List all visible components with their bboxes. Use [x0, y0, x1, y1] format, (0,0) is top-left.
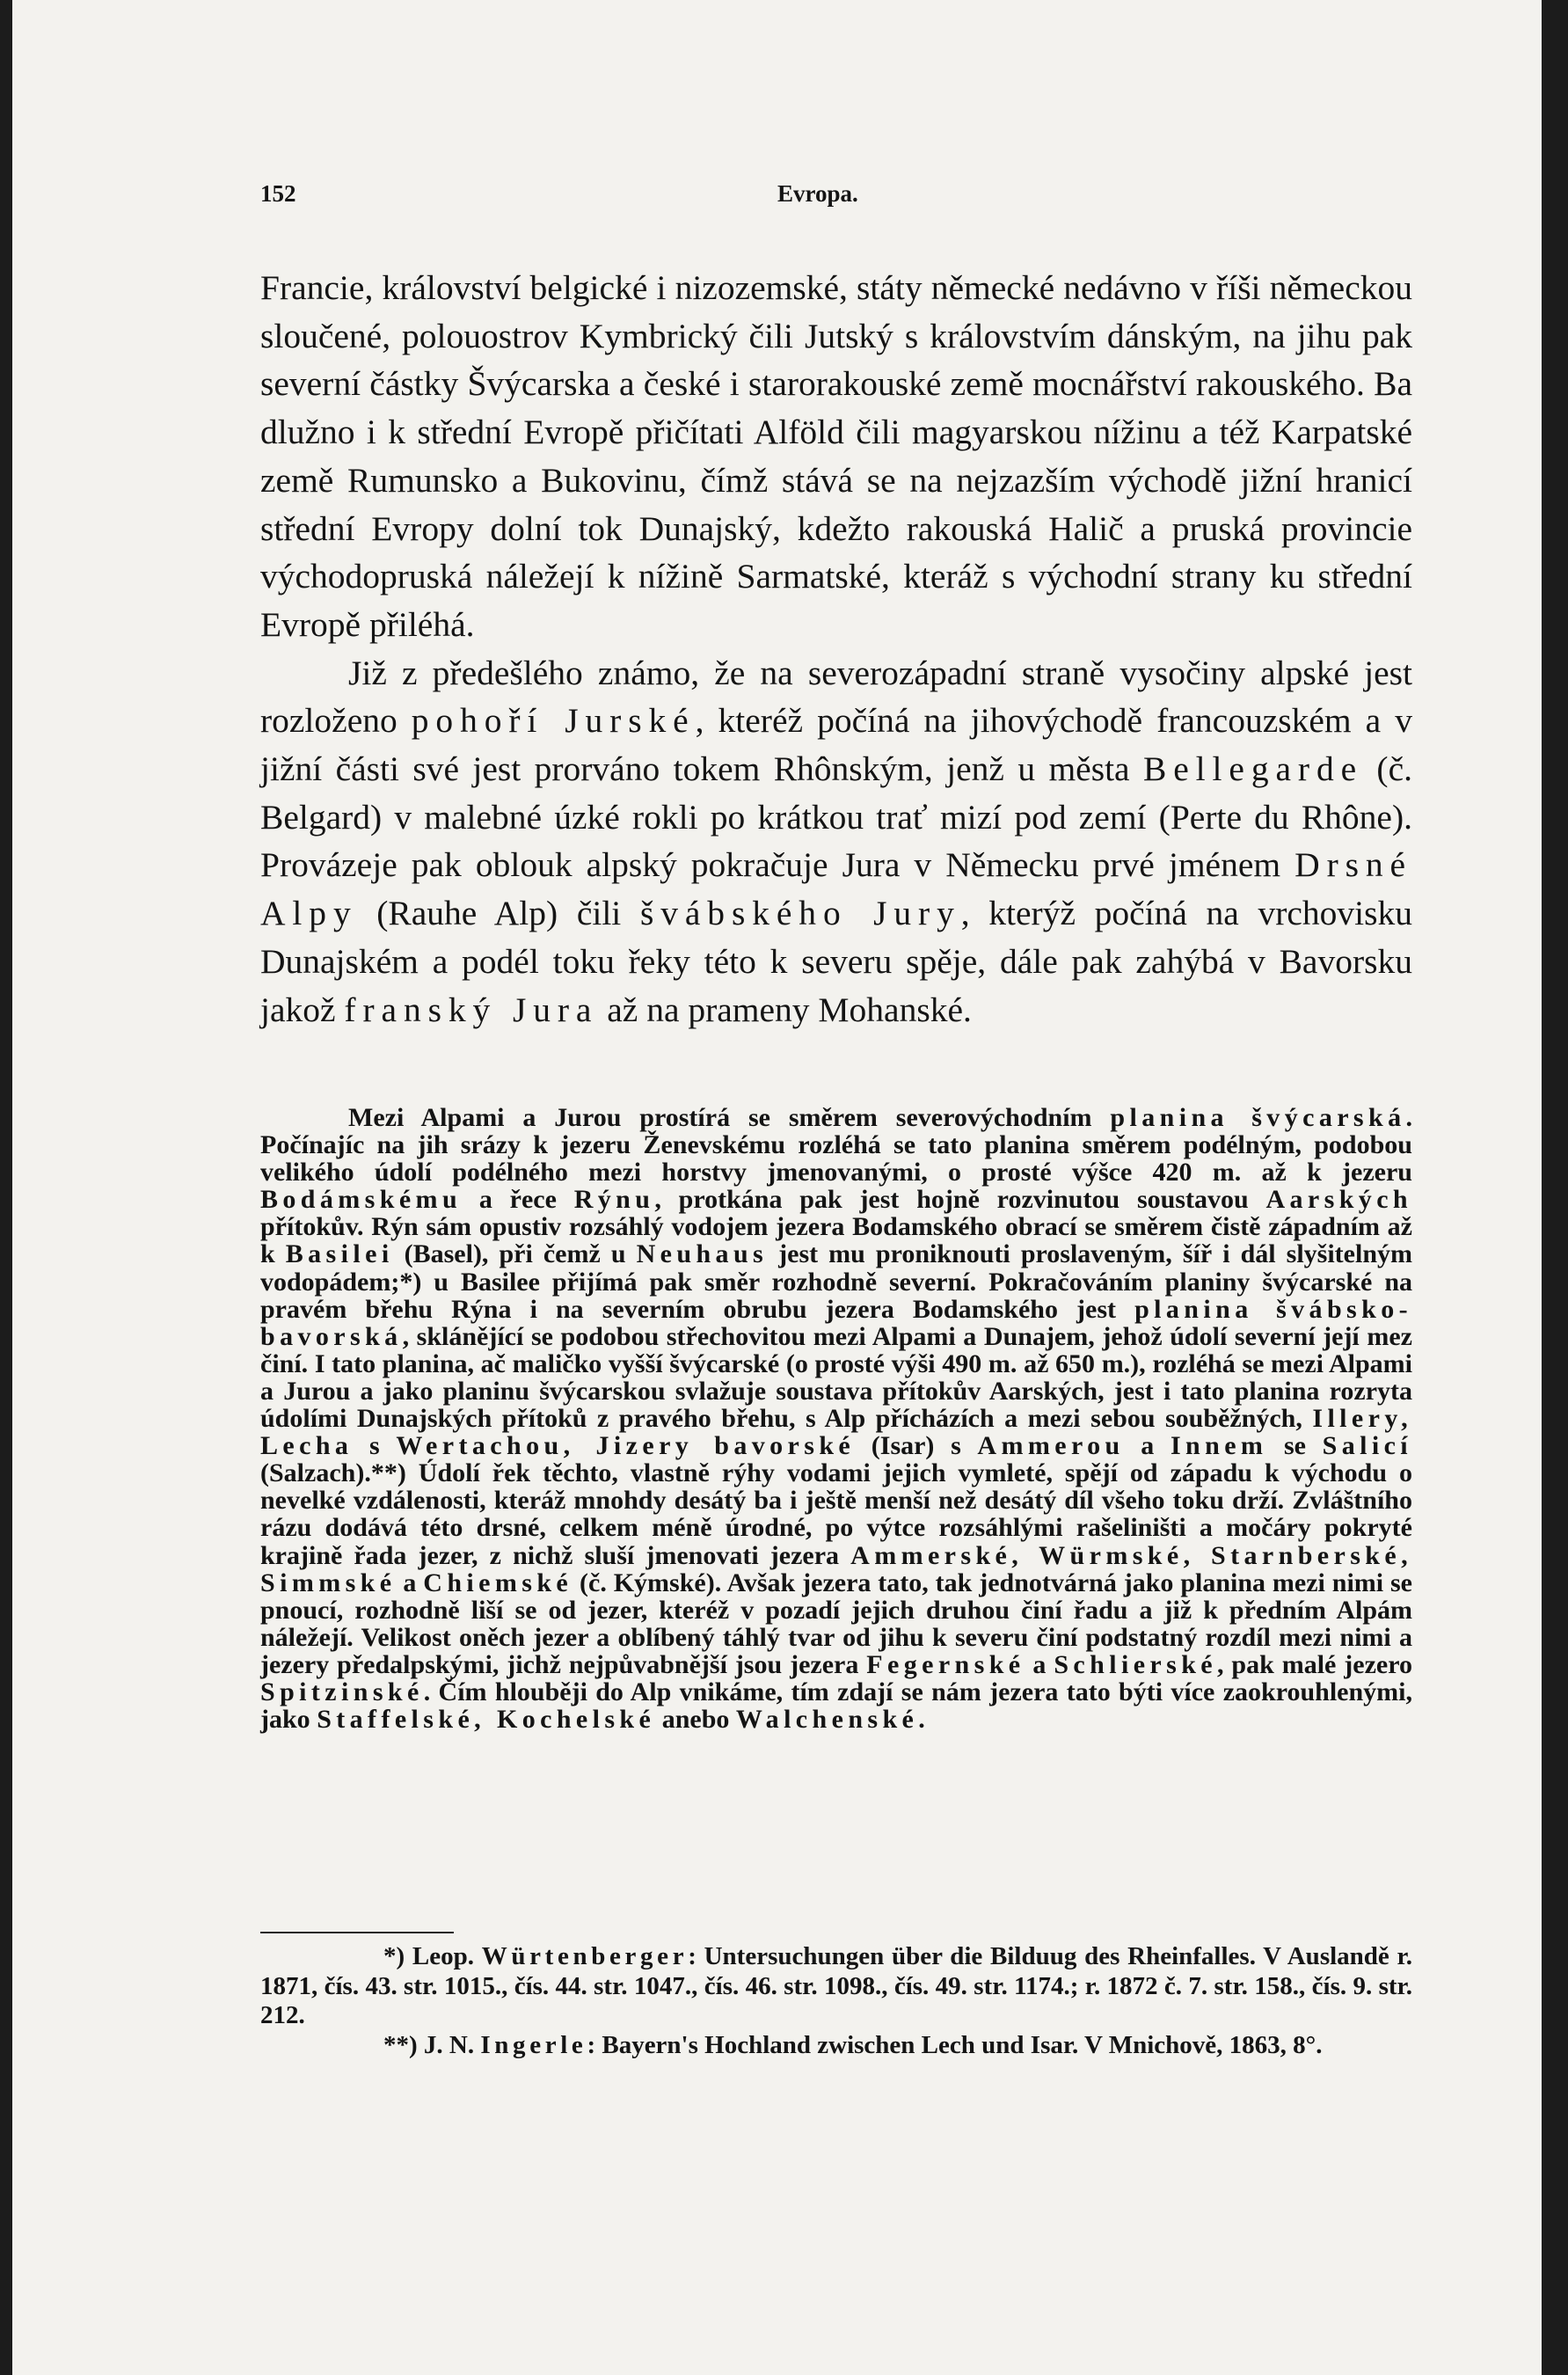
- text-run: (Rauhe Alp) čili: [357, 894, 640, 933]
- text-run: Již z předešlého známo, že na severozápadní straně vysočiny alpské jest rozloženo: [260, 653, 1412, 741]
- spaced-term: Rýnu: [573, 1185, 655, 1215]
- text-run: **) J. N.: [383, 2030, 481, 2059]
- footnotes: [260, 1942, 1412, 2060]
- spaced-term: Illery, Lecha: [260, 1404, 1412, 1461]
- text-run: a: [396, 1568, 424, 1597]
- spaced-term: Staffelské, Kochelské: [317, 1705, 656, 1735]
- page-header: [12, 180, 1542, 216]
- paragraph-3: [260, 1104, 1412, 1733]
- text-run: . Počínajíc na jih srázy k jezeru Ženevskému rozléhá se tato planina směrem podélným, podobou velikého údolí podélného mezi horstvy jmenovanými, o prosté výšce 420 m. až k jezeru: [260, 1103, 1412, 1188]
- spaced-term: Fegernské: [866, 1649, 1025, 1679]
- text-run: s: [353, 1431, 397, 1461]
- spaced-term: Salicí: [1322, 1431, 1413, 1461]
- text-run: a: [1025, 1649, 1054, 1679]
- text-run: se: [1267, 1431, 1323, 1461]
- spaced-term: Bellegarde: [1142, 749, 1364, 789]
- spaced-term: Ammerou: [977, 1431, 1125, 1461]
- spaced-term: Basilei: [285, 1239, 394, 1269]
- spaced-term: Ingerle: [480, 2030, 587, 2059]
- paragraph-2: [260, 649, 1412, 1034]
- page-number: 152: [260, 180, 296, 207]
- text-run: Mezi Alpami a Jurou prostírá se směrem severovýchodním: [348, 1103, 1111, 1132]
- footnote-divider: [260, 1932, 454, 1933]
- text-run: : Bayern's Hochland zwischen Lech und Isar. V Mnichově, 1863, 8°.: [587, 2030, 1323, 2059]
- spaced-term: Walchenské: [735, 1705, 919, 1735]
- text-run: , kterýž počíná na vrchovisku Dunajském a podél toku řeky této k severu spěje, dále pak zahýbá v Bavorsku jakož: [260, 894, 1413, 1029]
- main-text: [260, 264, 1412, 1034]
- spaced-term: Bodámskému: [260, 1185, 463, 1215]
- text-run: , kteréž počíná na jihovýchodě francouzském a v jižní části své jest prorváno tokem Rhônským, jenž u města: [260, 701, 1412, 789]
- text-run: (č. Belgard) v malebné úzké rokli po krátkou trať mizí pod zemí (Perte du Rhône). Provázeje pak oblouk alpský pokračuje Jura v Německu prvé jménem: [260, 749, 1412, 885]
- text-run: : Untersuchungen über die Bilduug des Rheinfalles. V Auslandě r. 1871, čís. 43. str. 1015., čís. 44. str. 1047., čís. 46. str. 1098., čís. 49. str. 1174.; r. 1872 č. 7. str. 158., čís. 9. str. 212.: [260, 1942, 1412, 2029]
- paragraph-1: Francie, království belgické i nizozemské, státy německé nedávno v říši německou sloučené, polouostrov Kymbrický čili Jutský s královstvím dánským, na jihu pak severní částky Švýcarska a české i starorakouské země mocnářství rakouského. Ba dlužno i k střední Evropě přičítati Alföld čili magyarskou nížinu a též Karpatské země Rumunsko a Bukovinu, čímž stává se na nejzazším východě jižní hranicí střední Evropy dolní tok Dunajský, kdežto rakouská Halič a pruská provincie východopruská náležejí k nížině Sarmatské, kteráž s východní strany ku střední Evropě přiléhá.: [260, 268, 1412, 644]
- footnote-2: [260, 2031, 1412, 2061]
- footnote-1: [260, 1942, 1412, 2031]
- text-run: až na prameny Mohanské.: [598, 990, 972, 1029]
- text-run: a řece: [462, 1185, 574, 1215]
- text-run: přítokův. Rýn sám opustiv rozsáhlý vodojem jezera Bodamského obrací se směrem čistě západním až k: [260, 1212, 1412, 1269]
- spaced-term: Innem: [1170, 1431, 1268, 1461]
- spaced-term: Schlierské: [1054, 1649, 1218, 1679]
- text-run: . Čím hlouběji do Alp vnikáme, tím zdají se nám jezera tato býti více zaokrouhlenými, jako: [260, 1677, 1412, 1735]
- text-run: , sklánějící se podobou střechovitou mezi Alpami a Dunajem, jehož údolí severní její mez činí. I tato planina, ač maličko vyšší švýcarské (o prosté výši 490 m. až 650 m.), rozléhá se mezi Alpami a Jurou a jako planinu švýcarskou svlažuje soustava přítokův Aarských, jest i tato planina rozryta údolími Dunajských přítoků z pravého břehu, s Alp přícházích a mezi sebou souběžných,: [260, 1321, 1412, 1434]
- spaced-term: švábského Jury: [639, 894, 961, 933]
- text-run: jest mu proniknouti proslaveným, šíř i dál slyšitelným vodopádem;*) u Basilee přijímá pak směr rozhodně severní. Pokračováním planiny švýcarské na pravém břehu Rýna i na severním obrubu jezera Bodamského jest: [260, 1239, 1412, 1324]
- spaced-term: planina švábsko-bavorská: [260, 1294, 1412, 1351]
- spaced-term: Chiemské: [423, 1568, 573, 1597]
- spaced-term: pohoří Jurské: [411, 701, 696, 741]
- spaced-term: Wertachou, Jizery bavorské: [396, 1431, 856, 1461]
- spaced-term: Aarských: [1265, 1185, 1413, 1215]
- spaced-term: Würtenberger: [481, 1942, 689, 1970]
- small-print-paragraph: [260, 1104, 1412, 1733]
- book-page: [12, 0, 1542, 2375]
- spaced-term: franský Jura: [344, 990, 599, 1029]
- text-run: a: [1124, 1431, 1171, 1461]
- spaced-term: planina švýcarská: [1110, 1103, 1406, 1132]
- text-run: *) Leop.: [383, 1942, 482, 1970]
- text-run: , pak malé jezero: [1217, 1649, 1412, 1679]
- spaced-term: Drsné Alpy: [260, 845, 1412, 933]
- text-run: , protkána pak jest hojně rozvinutou soustavou: [654, 1185, 1266, 1215]
- text-run: (Salzach).**) Údolí řek těchto, vlastně rýhy vodami jejich vymleté, spějí od západu k východu o nevelké vzdálenosti, kteráž mnohdy desátý ba i ještě menší než desátý díl všeho toku drží. Zvláštního rázu dodává této drsné, celkem méně úrodné, po výtce rozsáhlými rašeliništi a močáry pokryté krajině řada jezer, z nichž sluší jmenovati jezera: [260, 1458, 1412, 1570]
- text-run: (č. Kýmské). Avšak jezera tato, tak jednotvárná jako planina mezi nimi se pnoucí, rozhodně liší se od jezer, kteréž v pozadí jejich druhou činí řadu a již k předním Alpám náležejí. Velikost oněch jezer a oblíbený táhlý tvar od jihu k severu činí podstatný rozdíl mezi nimi a jezery předalpskými, jichž nejpůvabnější jsou jezera: [260, 1568, 1413, 1679]
- text-run: .: [918, 1705, 925, 1735]
- spaced-term: Ammerské, Würmské, Starnberské, Simmské: [260, 1540, 1412, 1597]
- spaced-term: Neuhaus: [636, 1239, 769, 1269]
- text-run: (Isar) s: [855, 1431, 978, 1461]
- running-title: Evropa.: [777, 180, 858, 207]
- spaced-term: Spitzinské: [260, 1677, 424, 1706]
- text-run: (Basel), při čemž u: [393, 1239, 637, 1269]
- text-run: anebo: [655, 1705, 736, 1735]
